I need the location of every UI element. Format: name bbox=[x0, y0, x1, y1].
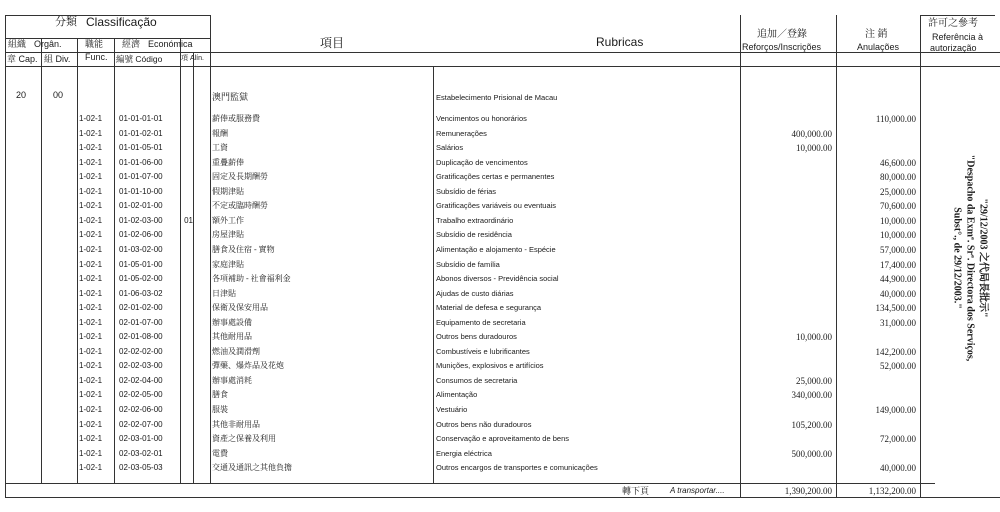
row-rubrica-pt: Duplicação de vencimentos bbox=[436, 157, 528, 167]
table-row bbox=[0, 345, 1000, 359]
row-code: 02-01-02-00 bbox=[119, 303, 163, 313]
row-func: 1-02-1 bbox=[79, 288, 103, 298]
entity-name-zh: 澳門監獄 bbox=[212, 92, 249, 102]
row-cancellation: 52,000.00 bbox=[880, 361, 916, 372]
row-cancellation: 10,000.00 bbox=[880, 215, 916, 226]
transport-zh: 轉下頁 bbox=[622, 486, 650, 496]
authorization-line-1: "29/12/2003 之代局長批示" bbox=[977, 198, 989, 318]
row-item-zh: 膳食及住宿 - 實物 bbox=[212, 244, 275, 254]
authorization-line-3: Subst°., de 29/12/2003." bbox=[951, 207, 963, 309]
row-func: 1-02-1 bbox=[79, 244, 103, 254]
authorization-pt1-header: Referência à bbox=[932, 32, 984, 42]
row-rubrica-pt: Salários bbox=[436, 143, 464, 153]
row-item-zh: 日津貼 bbox=[212, 288, 236, 298]
row-code: 01-01-01-01 bbox=[119, 114, 163, 123]
row-item-zh: 辦事處消耗 bbox=[212, 375, 252, 385]
row-func: 1-02-1 bbox=[79, 303, 103, 313]
row-code: 01-01-10-00 bbox=[119, 186, 163, 196]
authorization-line-2: "Despacho da Exmª. Srª. Directora dos Serviços, bbox=[964, 154, 976, 362]
row-code: 02-02-07-00 bbox=[119, 419, 163, 429]
table-row bbox=[0, 258, 1000, 272]
row-item-zh: 其他耐用品 bbox=[212, 332, 252, 342]
func-zh: 職能 bbox=[85, 39, 104, 49]
table-row bbox=[0, 374, 1000, 388]
row-reinforcement: 105,200.00 bbox=[791, 419, 832, 430]
table-row bbox=[0, 185, 1000, 199]
row-func: 1-02-1 bbox=[79, 259, 103, 269]
row-code: 01-01-07-00 bbox=[119, 172, 163, 182]
row-code: 02-01-07-00 bbox=[119, 317, 163, 327]
row-func: 1-02-1 bbox=[79, 332, 103, 342]
row-func: 1-02-1 bbox=[79, 390, 103, 400]
row-item-zh: 服裝 bbox=[212, 405, 228, 414]
row-item-zh: 各項補助 - 社會福利金 bbox=[212, 274, 291, 284]
row-rubrica-pt: Energia eléctrica bbox=[436, 448, 492, 458]
row-code: 01-06-03-02 bbox=[119, 288, 163, 298]
row-cancellation: 80,000.00 bbox=[880, 172, 916, 183]
row-rubrica-pt: Munições, explosivos e artifícios bbox=[436, 361, 544, 371]
transport-pt: A transportar.... bbox=[670, 486, 725, 495]
classification-pt: Classificação bbox=[86, 15, 157, 29]
row-code: 01-02-01-00 bbox=[119, 201, 163, 211]
authorization-zh-header: 許可之參考 bbox=[928, 18, 978, 29]
row-func: 1-02-1 bbox=[79, 361, 103, 371]
table-row bbox=[0, 272, 1000, 286]
row-code: 01-01-06-00 bbox=[119, 157, 163, 167]
classification-zh: 分類 bbox=[55, 16, 77, 28]
row-reinforcement: 400,000.00 bbox=[791, 128, 832, 139]
row-item-zh: 房屋津貼 bbox=[212, 230, 244, 240]
row-cancellation: 25,000.00 bbox=[880, 186, 916, 197]
row-cancellation: 17,400.00 bbox=[880, 259, 916, 270]
row-code: 01-05-02-00 bbox=[119, 274, 163, 284]
row-func: 1-02-1 bbox=[79, 201, 103, 211]
row-code: 01-01-02-01 bbox=[119, 128, 163, 138]
row-rubrica-pt: Outros encargos de transportes e comunicações bbox=[436, 463, 598, 473]
row-rubrica-pt: Alimentação e alojamento - Espécie bbox=[436, 244, 556, 254]
table-row bbox=[0, 170, 1000, 184]
row-item-zh: 重疊薪俸 bbox=[212, 157, 244, 167]
row-item-zh: 電費 bbox=[212, 448, 228, 458]
row-rubrica-pt: Consumos de secretaria bbox=[436, 375, 518, 385]
row-code: 02-01-08-00 bbox=[119, 332, 163, 342]
row-rubrica-pt: Outros bens não duradouros bbox=[436, 419, 532, 429]
authorization-reference bbox=[940, 118, 1000, 398]
chapter-header: 章 Cap. bbox=[7, 54, 38, 64]
table-row bbox=[0, 418, 1000, 432]
row-rubrica-pt: Subsídio de férias bbox=[436, 186, 497, 196]
economic-pt: Económica bbox=[148, 39, 193, 49]
alinea-header: 項 Alín. bbox=[181, 55, 204, 62]
row-rubrica-pt: Subsídio de família bbox=[436, 259, 500, 269]
table-row bbox=[0, 228, 1000, 242]
row-item-zh: 其他非耐用品 bbox=[212, 419, 260, 429]
row-item-zh: 不定或臨時酬勞 bbox=[212, 201, 268, 211]
row-code: 01-01-05-01 bbox=[119, 143, 163, 153]
row-reinforcement: 25,000.00 bbox=[796, 375, 832, 386]
cancellations-pt-header: Anulações bbox=[857, 42, 900, 52]
row-func: 1-02-1 bbox=[79, 346, 103, 356]
row-func: 1-02-1 bbox=[79, 172, 103, 182]
row-cancellation: 44,900.00 bbox=[880, 274, 916, 285]
row-cancellation: 40,000.00 bbox=[880, 463, 916, 474]
row-code: 02-02-05-00 bbox=[119, 390, 163, 400]
row-rubrica-pt: Abonos diversos - Previdência social bbox=[436, 274, 559, 284]
row-code: 02-02-04-00 bbox=[119, 375, 163, 385]
row-item-zh: 薪俸或服務費 bbox=[212, 114, 260, 123]
row-item-zh: 保衛及保安用品 bbox=[212, 303, 268, 313]
table-row bbox=[0, 214, 1000, 228]
row-func: 1-02-1 bbox=[79, 128, 103, 138]
table-row bbox=[0, 432, 1000, 446]
entity-cap: 20 bbox=[16, 90, 27, 100]
total-reinforcements: 1,390,200.00 bbox=[784, 486, 832, 496]
reinforcements-pt-header: Reforços/Inscrições bbox=[742, 42, 822, 52]
row-cancellation: 142,200.00 bbox=[875, 346, 916, 357]
row-rubrica-pt: Vencimentos ou honorários bbox=[436, 114, 527, 123]
row-cancellation: 10,000.00 bbox=[880, 230, 916, 241]
row-cancellation: 149,000.00 bbox=[875, 405, 916, 415]
table-row bbox=[0, 287, 1000, 301]
row-rubrica-pt: Gratificações variáveis ou eventuais bbox=[436, 201, 557, 211]
row-cancellation: 134,500.00 bbox=[875, 303, 916, 314]
row-func: 1-02-1 bbox=[79, 215, 103, 225]
row-rubrica-pt: Outros bens duradouros bbox=[436, 332, 517, 342]
table-row bbox=[0, 316, 1000, 330]
code-header: 編號 Código bbox=[116, 54, 163, 64]
row-rubrica-pt: Combustíveis e lubrificantes bbox=[436, 346, 530, 356]
row-cancellation: 40,000.00 bbox=[880, 288, 916, 299]
row-func: 1-02-1 bbox=[79, 230, 103, 240]
row-func: 1-02-1 bbox=[79, 157, 103, 167]
row-code: 02-03-02-01 bbox=[119, 448, 163, 458]
row-rubrica-pt: Trabalho extraordinário bbox=[436, 215, 514, 225]
row-rubrica-pt: Conservação e aproveitamento de bens bbox=[436, 434, 570, 444]
row-item-zh: 辦事處設備 bbox=[212, 317, 252, 327]
row-cancellation: 110,000.00 bbox=[875, 114, 916, 124]
row-item-zh: 燃油及潤滑劑 bbox=[212, 346, 260, 356]
row-item-zh: 固定及長期酬勞 bbox=[212, 172, 268, 182]
row-rubrica-pt: Material de defesa e segurança bbox=[436, 303, 542, 313]
row-rubrica-pt: Remunerações bbox=[436, 128, 487, 138]
row-code: 02-02-02-00 bbox=[119, 346, 163, 356]
cancellations-zh-header: 注 銷 bbox=[865, 29, 888, 40]
row-alin: 01 bbox=[184, 215, 193, 225]
row-item-zh: 額外工作 bbox=[212, 215, 244, 225]
row-rubrica-pt: Subsídio de residência bbox=[436, 230, 512, 240]
rubricas-header: Rubricas bbox=[596, 35, 644, 49]
row-func: 1-02-1 bbox=[79, 419, 103, 429]
row-reinforcement: 10,000.00 bbox=[796, 143, 832, 154]
row-func: 1-02-1 bbox=[79, 274, 103, 284]
func-pt: Func. bbox=[85, 52, 108, 62]
row-func: 1-02-1 bbox=[79, 375, 103, 385]
table-row bbox=[0, 199, 1000, 213]
entity-name-pt: Estabelecimento Prisional de Macau bbox=[436, 93, 558, 102]
table-row bbox=[0, 461, 1000, 475]
row-reinforcement: 10,000.00 bbox=[796, 332, 832, 343]
row-cancellation: 72,000.00 bbox=[880, 434, 916, 445]
row-code: 02-02-06-00 bbox=[119, 405, 163, 414]
row-code: 01-05-01-00 bbox=[119, 259, 163, 269]
row-cancellation: 70,600.00 bbox=[880, 201, 916, 212]
row-rubrica-pt: Vestuário bbox=[436, 405, 468, 414]
row-item-zh: 資產之保養及利用 bbox=[212, 434, 276, 444]
table-row bbox=[0, 330, 1000, 344]
row-item-zh: 工資 bbox=[212, 143, 228, 153]
row-rubrica-pt: Gratificações certas e permanentes bbox=[436, 172, 555, 182]
reinforcements-zh-header: 追加／登錄 bbox=[757, 29, 807, 40]
row-func: 1-02-1 bbox=[79, 143, 103, 153]
total-cancellations: 1,132,200.00 bbox=[868, 486, 916, 496]
entity-div: 00 bbox=[53, 90, 64, 100]
row-cancellation: 46,600.00 bbox=[880, 157, 916, 168]
authorization-pt2-header: autorização bbox=[930, 43, 977, 53]
row-rubrica-pt: Alimentação bbox=[436, 390, 478, 400]
row-item-zh: 假期津貼 bbox=[212, 186, 244, 196]
row-code: 02-02-03-00 bbox=[119, 361, 163, 371]
table-row bbox=[0, 388, 1000, 402]
row-code: 02-03-05-03 bbox=[119, 463, 163, 473]
row-func: 1-02-1 bbox=[79, 434, 103, 444]
row-func: 1-02-1 bbox=[79, 186, 103, 196]
table-row bbox=[0, 403, 1000, 417]
table-row bbox=[0, 141, 1000, 155]
table-row bbox=[0, 127, 1000, 141]
row-cancellation: 31,000.00 bbox=[880, 317, 916, 328]
row-code: 01-02-06-00 bbox=[119, 230, 163, 240]
row-item-zh: 家庭津貼 bbox=[212, 259, 244, 269]
table-row bbox=[0, 301, 1000, 315]
table-row bbox=[0, 447, 1000, 461]
organ-zh: 組織 bbox=[8, 39, 27, 49]
division-header: 組 Div. bbox=[44, 54, 71, 64]
row-func: 1-02-1 bbox=[79, 463, 103, 473]
row-rubrica-pt: Equipamento de secretaria bbox=[436, 317, 526, 327]
row-code: 01-03-02-00 bbox=[119, 244, 163, 254]
row-item-zh: 彈藥、爆炸品及花炮 bbox=[212, 361, 284, 371]
row-func: 1-02-1 bbox=[79, 448, 103, 458]
organ-pt: Orgân. bbox=[34, 39, 62, 49]
row-item-zh: 交通及通訊之其他負擔 bbox=[212, 463, 292, 473]
table-row bbox=[0, 243, 1000, 257]
table-row bbox=[0, 359, 1000, 373]
row-rubrica-pt: Ajudas de custo diárias bbox=[436, 288, 514, 298]
row-code: 02-03-01-00 bbox=[119, 434, 163, 444]
row-func: 1-02-1 bbox=[79, 114, 103, 123]
row-item-zh: 膳食 bbox=[212, 390, 228, 400]
row-func: 1-02-1 bbox=[79, 317, 103, 327]
row-reinforcement: 500,000.00 bbox=[791, 448, 832, 459]
row-code: 01-02-03-00 bbox=[119, 215, 163, 225]
row-item-zh: 報酬 bbox=[212, 128, 228, 138]
row-cancellation: 57,000.00 bbox=[880, 244, 916, 255]
table-row bbox=[0, 112, 1000, 126]
item-zh-header: 項目 bbox=[320, 36, 345, 50]
row-func: 1-02-1 bbox=[79, 405, 103, 414]
row-reinforcement: 340,000.00 bbox=[791, 390, 832, 401]
table-row bbox=[0, 156, 1000, 170]
economic-zh: 經濟 bbox=[122, 39, 141, 49]
